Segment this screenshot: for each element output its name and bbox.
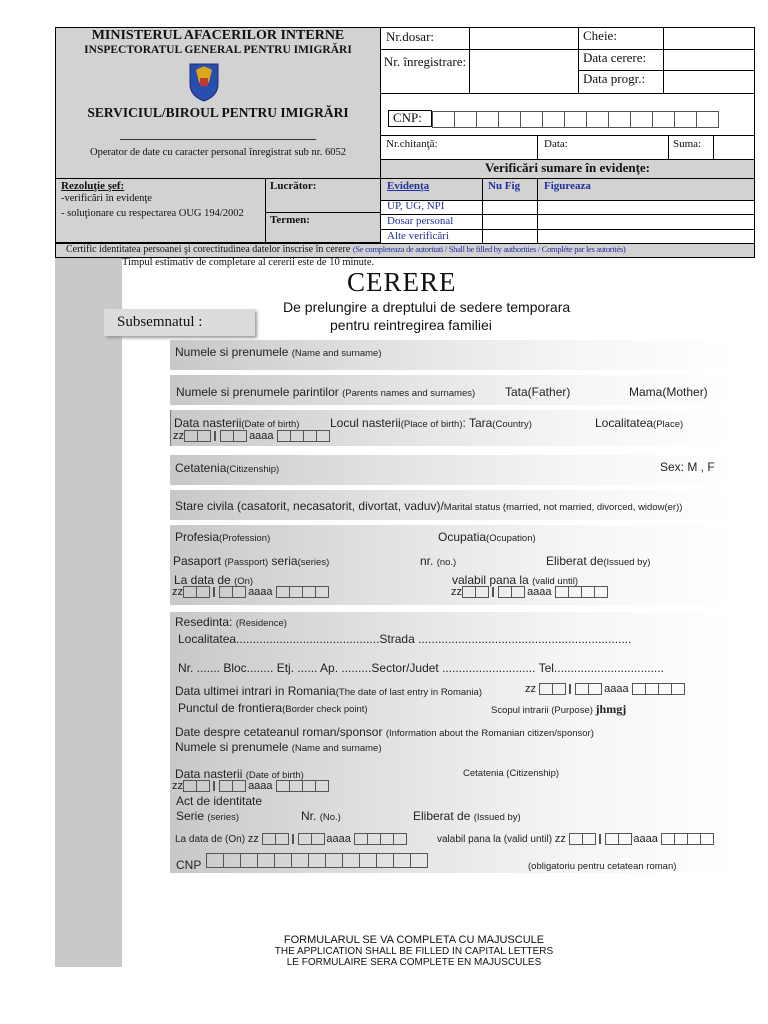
label-passport [173, 554, 329, 568]
label-on-date-en: (On) [234, 576, 254, 587]
zz-label: zz [172, 586, 183, 598]
label-purpose-text: Scopul intrarii (Purpose) [491, 705, 593, 716]
label-parents-ro: Numele si prenumele parintilor [176, 385, 339, 399]
footer-ro: FORMULARUL SE VA COMPLETA CU MAJUSCULE [283, 934, 545, 946]
term-label: Termen: [270, 214, 310, 226]
label-border-en: (Border check point) [282, 704, 368, 715]
chitanta-divider2 [668, 135, 669, 160]
label-sex: Sex: M , F [660, 460, 715, 474]
cheie-field[interactable] [663, 27, 755, 50]
ev-row-dosar: Dosar personal [387, 215, 454, 227]
label-series-en: (series) [297, 557, 330, 568]
subsemnatul-label: Subsemnatul : [104, 309, 255, 336]
label-on-date [174, 573, 253, 587]
label-sp-series [176, 809, 239, 823]
label-sp-dob-ro: Data nasterii [175, 767, 243, 781]
label-sp-on-en: (On) [225, 834, 246, 845]
label-sp-citizenship: Cetatenia (Citizenship) [463, 768, 560, 779]
label-residence-en: (Residence) [235, 618, 287, 629]
label-civil-ro: Stare civila (casatorit, necasatorit, divortat, vaduv)/ [175, 499, 444, 513]
label-mother: Mama(Mother) [629, 385, 708, 399]
residence-line2: Nr. ....... Bloc........ Etj. ...... Ap. .........Sector/Judet ............................ Tel................................. [178, 661, 664, 675]
label-pob-en: (Place of birth) [400, 419, 463, 430]
label-father: Tata(Father) [505, 385, 571, 399]
operator-note: Operator de date cu caracter personal înregistrat sub nr. 6052 [90, 147, 346, 158]
label-sp-name [175, 740, 382, 754]
nr-inreg-label: Nr. înregistrare: [383, 54, 467, 69]
label-issued-ro: Eliberat de [546, 554, 604, 568]
label-sp-issued-en: (Issued by) [473, 812, 521, 823]
label-profession-ro: Profesia [175, 530, 220, 544]
label-last-entry-en: (The date of last entry in Romania) [335, 687, 482, 698]
left-decorative-strip [55, 258, 122, 967]
label-pob-ro: Locul nasterii [330, 416, 401, 430]
data-cerere-field[interactable] [663, 49, 755, 71]
aaaa-label: aaaa [527, 586, 552, 598]
cheie-label: Cheie: [583, 28, 617, 43]
label-civil-en: Marital status (married, not married, divorced, widow(er)) [443, 502, 683, 513]
dob-date-boxes[interactable] [173, 430, 329, 442]
label-id-act: Act de identitate [176, 794, 263, 808]
data-progr-label: Data progr.: [583, 71, 646, 86]
label-nr-en: (no.) [436, 557, 457, 568]
subtitle-line2: pentru reintregirea familiei [330, 317, 492, 333]
label-purpose [491, 702, 626, 717]
label-border [178, 701, 368, 715]
signature-line [120, 139, 316, 140]
ev-row-up: UP, UG, NPI [387, 200, 445, 212]
page-title: CERERE [347, 267, 457, 297]
resolution-line1: -verificări în evidenţe [61, 193, 152, 204]
label-dob [174, 416, 299, 430]
chitanta-sum-label: Suma: [673, 138, 702, 150]
label-profession-en: (Profession) [219, 533, 271, 544]
label-valid [452, 573, 578, 587]
label-birth-place [595, 416, 683, 430]
label-sponsor-en: (Information about the Romanian citizen/sponsor) [385, 728, 594, 739]
label-sp-nr-ro: Nr. [301, 809, 317, 823]
residence-line1: Localitatea...........................................Strada ................................................................ [178, 632, 632, 646]
label-sp-nr [301, 809, 341, 823]
label-issued [546, 554, 650, 568]
col-nufig: Nu Fig [488, 180, 521, 192]
certify-note: (Se completeaza de autoritati / Shall be filled by authorities / Compléte par les autorités) [352, 244, 626, 254]
sp-valid-date[interactable] [437, 833, 713, 845]
label-parents [176, 385, 475, 399]
label-sp-series-ro: Serie [176, 809, 205, 823]
resolution-title: Rezoluţie şef: [61, 180, 125, 192]
zz-label: zz [451, 586, 462, 598]
label-civil [175, 499, 682, 513]
nr-dosar-label: Nr.dosar: [386, 29, 435, 44]
label-series-ro: seria [271, 554, 298, 568]
label-sp-valid: valabil pana la (valid until) [437, 834, 553, 845]
label-country-en: (Country) [492, 419, 532, 430]
label-place-en: (Place) [653, 419, 684, 430]
nr-inreg-field[interactable] [469, 49, 579, 94]
label-sp-dob [175, 767, 304, 781]
label-passport-ro: Pasaport [173, 554, 222, 568]
label-parents-en: (Parents names and surnames) [342, 388, 476, 399]
label-nr-ro: nr. [420, 554, 434, 568]
cnp-label: CNP: [393, 110, 422, 125]
label-sp-on-ro: La data de [175, 834, 223, 845]
coat-of-arms-icon [187, 60, 221, 102]
label-sp-cnp: CNP [176, 858, 202, 872]
label-border-ro: Punctul de frontiera [178, 701, 283, 715]
sp-cnp-boxes[interactable] [206, 851, 427, 869]
footer-en: THE APPLICATION SHALL BE FILLED IN CAPITAL LETTERS [274, 946, 554, 957]
label-residence [175, 615, 287, 629]
label-sp-name-ro: Numele si prenumele [175, 740, 289, 754]
zz-label: zz [554, 833, 566, 845]
nr-dosar-field[interactable] [469, 27, 579, 50]
label-sp-nr-en: (No.) [319, 812, 341, 823]
chitanta-label: Nr.chitanţă: [386, 138, 438, 150]
subtitle-line1: De prelungire a dreptului de sedere temporara [283, 299, 571, 315]
label-sponsor [175, 725, 594, 739]
ministry-title: MINISTERUL AFACERILOR INTERNE [91, 28, 345, 43]
aaaa-label: aaaa [248, 586, 273, 598]
aaaa-label: aaaa [249, 430, 274, 442]
service-title: SERVICIUL/BIROUL PENTRU IMIGRĂRI [87, 105, 349, 120]
aaaa-label: aaaa [326, 833, 351, 845]
last-entry-date-boxes[interactable] [525, 683, 684, 695]
footer-fr: LE FORMULAIRE SERA COMPLETE EN MAJUSCULES [286, 957, 542, 968]
label-dob-ro: Data nasterii [174, 416, 242, 430]
label-sp-dob-en: (Date of birth) [245, 770, 304, 781]
label-valid-en: (valid until) [532, 576, 579, 587]
time-note: Timpul estimativ de completare al cererii este de 10 minute. [122, 257, 375, 268]
label-place-ro: Localitatea [595, 416, 654, 430]
label-name-ro: Numele si prenumele [175, 345, 289, 359]
label-sp-series-en: (series) [207, 812, 240, 823]
resolution-line2: - soluţionare cu respectarea OUG 194/2002 [61, 208, 244, 219]
inspectorate-title: INSPECTORATUL GENERAL PENTRU IMIGRĂRI [84, 44, 352, 56]
aaaa-label: aaaa [633, 833, 658, 845]
col-figureaza: Figureaza [544, 180, 591, 192]
certify-main: Certific identitatea persoanei şi corectitudinea datelor înscrise în cerere [66, 244, 351, 255]
label-occupation-ro: Ocupatia [438, 530, 487, 544]
passport-issue-date-boxes[interactable] [172, 586, 328, 598]
purpose-value[interactable]: jhmgj [595, 702, 627, 716]
label-issued-en: (Issued by) [603, 557, 651, 568]
label-sponsor-ro: Date despre cetateanul roman/sponsor [175, 725, 383, 739]
chitanta-divider [537, 135, 538, 160]
label-pob [330, 416, 532, 430]
aaaa-label: aaaa [248, 780, 273, 792]
data-cerere-label: Data cerere: [583, 50, 647, 65]
zz-label: zz [173, 430, 184, 442]
label-sp-name-en: (Name and surname) [291, 743, 382, 754]
worker-label: Lucrător: [270, 180, 317, 192]
label-dob-en: (Date of birth) [241, 419, 300, 430]
sp-on-date[interactable] [175, 833, 406, 845]
label-cnp-note: (obligatoriu pentru cetatean roman) [528, 861, 677, 872]
chitanta-date-label: Data: [544, 138, 568, 150]
zz-label: zz [525, 683, 536, 695]
label-citizenship-ro: Cetatenia [175, 461, 227, 475]
label-last-entry-ro: Data ultimei intrari in Romania [175, 684, 336, 698]
label-country-ro: : Tara [462, 416, 493, 430]
ev-row-alte: Alte verificări [387, 230, 449, 242]
cnp-digit-boxes[interactable] [432, 110, 718, 128]
certify-text [66, 244, 625, 255]
passport-valid-date-boxes[interactable] [451, 586, 607, 598]
chitanta-sum-field[interactable] [713, 135, 755, 160]
aaaa-label: aaaa [604, 683, 629, 695]
label-valid-ro: valabil pana la [452, 573, 529, 587]
verif-title: Verificări sumare în evidenţe: [485, 160, 650, 175]
label-occupation-en: (Ocupation) [486, 533, 536, 544]
label-name [175, 345, 382, 359]
label-citizenship [175, 461, 279, 475]
label-sp-issued [413, 809, 521, 823]
label-passport-nr [420, 554, 456, 568]
label-name-en: (Name and surname) [291, 348, 382, 359]
label-last-entry [175, 684, 482, 698]
col-evidenta: Evidenţa [387, 180, 430, 192]
label-sp-issued-ro: Eliberat de [413, 809, 471, 823]
label-on-date-ro: La data de [174, 573, 231, 587]
zz-label: zz [172, 780, 183, 792]
label-profession [175, 530, 270, 544]
data-progr-field[interactable] [663, 70, 755, 94]
sp-dob-date-boxes[interactable] [172, 780, 328, 792]
label-citizenship-en: (Citizenship) [226, 464, 280, 475]
label-residence-ro: Resedinta: [175, 615, 233, 629]
zz-label: zz [247, 833, 259, 845]
label-occupation [438, 530, 536, 544]
label-passport-en: (Passport) [224, 557, 269, 568]
